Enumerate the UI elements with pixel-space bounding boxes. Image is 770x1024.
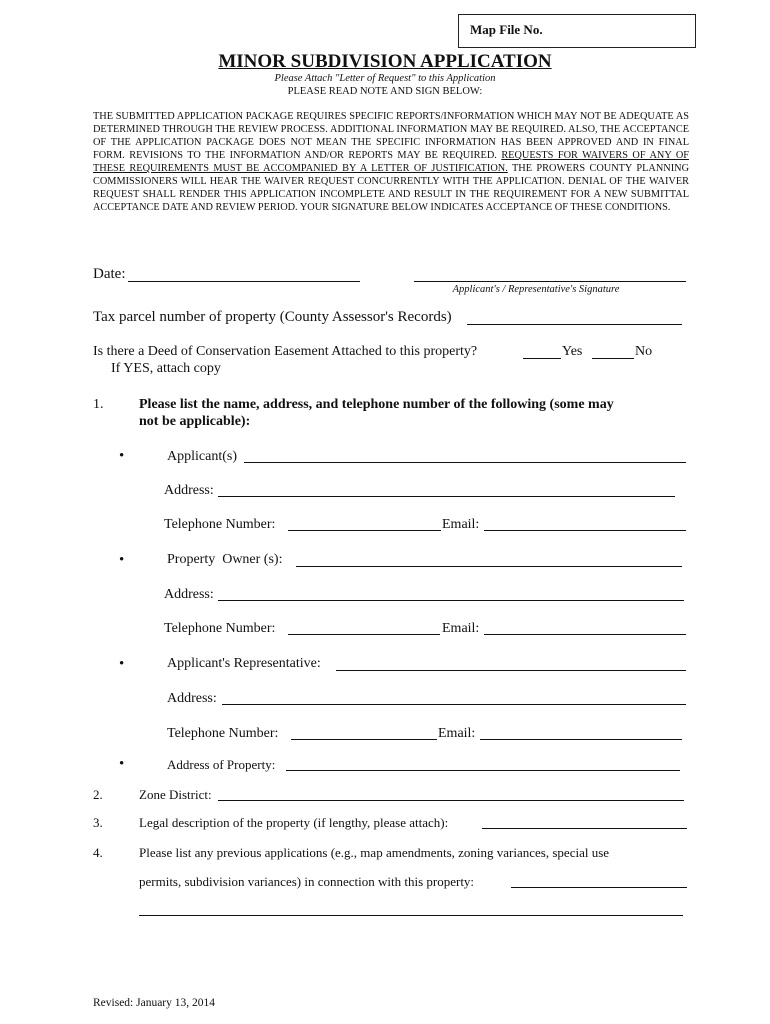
section-1-number: 1. (93, 397, 104, 412)
representative-label: Applicant's Representative: (167, 656, 321, 671)
applicant-email-field[interactable] (484, 530, 686, 531)
owner-email-label: Email: (442, 621, 480, 636)
owner-email-field[interactable] (484, 634, 686, 635)
property-address-field[interactable] (286, 770, 680, 771)
tax-parcel-field[interactable] (467, 324, 682, 325)
representative-field[interactable] (336, 670, 686, 671)
applicant-address-label: Address: (164, 483, 214, 498)
revised-date: Revised: January 13, 2014 (93, 997, 216, 1009)
attach-letter-note: Please Attach "Letter of Request" to this Application (274, 73, 496, 84)
legal-description-field[interactable] (482, 828, 687, 829)
deed-question: Is there a Deed of Conservation Easement Attached to this property? (93, 344, 478, 359)
applicant-telephone-label: Telephone Number: (164, 517, 276, 532)
applicant-address-field[interactable] (218, 496, 675, 497)
map-file-label: Map File No. (470, 22, 543, 37)
deed-no-field[interactable] (592, 358, 634, 359)
date-field[interactable] (128, 281, 360, 282)
page-title: MINOR SUBDIVISION APPLICATION (218, 51, 552, 72)
previous-applications-label: Please list any previous applications (e.g., map amendments, zoning variances, special use (139, 845, 610, 860)
section-1-heading-line1: Please list the name, address, and telephone number of the following (some may (139, 397, 614, 412)
owner-address-label: Address: (164, 587, 214, 602)
applicant-email-label: Email: (442, 517, 480, 532)
date-label: Date: (93, 266, 126, 282)
representative-email-label: Email: (438, 726, 476, 741)
if-yes-note: If YES, attach copy (111, 361, 221, 376)
section-1-heading-line2: not be applicable): (139, 414, 251, 429)
signature-caption: Applicant's / Representative's Signature (452, 284, 620, 295)
conditions-notice: THE SUBMITTED APPLICATION PACKAGE REQUIRES SPECIFIC REPORTS/INFORMATION WHICH MAY NOT BE ADEQUATE AS DETERMINED THROUGH THE REVIEW PROCESS. ADDITIONAL INFORMATION MAY BE REQUIRED. ALSO, THE ACCEPTANCE OF THE APPLICATION PACKAGE DOES NOT MEAN THE SPECIFIC INFORMATION HAS BEEN APPROVED AND IN FINAL FORM. REVISIONS TO THE INFORMATION AND/OR REPORTS MAY BE REQUIRED. REQUESTS FOR WAIVERS OF ANY OF THESE REQUIREMENTS MUST BE ACCOMPANIED BY A LETTER OF JUSTIFICATION. THE PROWERS COUNTY PLANNING COMMISSIONERS WILL HEAR THE WAIVER REQUEST CONCURRENTLY WITH THE APPLICATION. DENIAL OF THE WAIVER REQUEST SHALL RENDER THIS APPLICATION INCOMPLETE AND RESULT IN THE REQUIREMENT FOR A NEW SUBMITTAL ACCEPTANCE DATE AND REVIEW PERIOD. YOUR SIGNATURE BELOW INDICATES ACCEPTANCE OF THESE CONDITIONS. (93, 111, 690, 213)
applicant-telephone-field[interactable] (288, 530, 441, 531)
representative-email-field[interactable] (480, 739, 682, 740)
previous-applications-label-2: permits, subdivision variances) in connection with this property: (139, 874, 475, 889)
yes-label: Yes (562, 344, 583, 359)
deed-yes-field[interactable] (523, 358, 561, 359)
no-label: No (635, 344, 653, 359)
applicant-field[interactable] (244, 462, 686, 463)
waiver-requirement: REQUESTS FOR WAIVERS OF ANY OF THESE REQUIREMENTS MUST BE ACCOMPANIED BY A LETTER OF JUSTIFICATION. (93, 150, 690, 174)
item-4-number: 4. (93, 845, 103, 860)
property-address-label: Address of Property: (167, 757, 276, 772)
previous-applications-field-2[interactable] (139, 915, 683, 916)
representative-address-label: Address: (167, 691, 217, 706)
item-3-number: 3. (93, 815, 103, 830)
map-file-box[interactable] (458, 14, 696, 48)
item-2-number: 2. (93, 787, 103, 802)
zone-district-field[interactable] (218, 800, 684, 801)
bullet-icon: • (119, 552, 125, 568)
owner-field[interactable] (296, 566, 682, 567)
tax-parcel-label: Tax parcel number of property (County Assessor's Records) (93, 309, 452, 325)
signature-field[interactable] (414, 281, 686, 282)
representative-telephone-label: Telephone Number: (167, 726, 279, 741)
previous-applications-field[interactable] (511, 887, 687, 888)
representative-telephone-field[interactable] (291, 739, 437, 740)
bullet-icon: • (119, 656, 125, 672)
owner-telephone-field[interactable] (288, 634, 440, 635)
read-note-instruction: PLEASE READ NOTE AND SIGN BELOW: (287, 86, 483, 97)
bullet-icon: • (119, 448, 125, 464)
owner-address-field[interactable] (218, 600, 684, 601)
applicant-label: Applicant(s) (167, 449, 237, 464)
legal-description-label: Legal description of the property (if lengthy, please attach): (139, 815, 449, 830)
bullet-icon: • (119, 756, 125, 772)
representative-address-field[interactable] (222, 704, 686, 705)
owner-telephone-label: Telephone Number: (164, 621, 276, 636)
zone-district-label: Zone District: (139, 787, 212, 802)
owner-label: Property Owner (s): (167, 552, 283, 567)
